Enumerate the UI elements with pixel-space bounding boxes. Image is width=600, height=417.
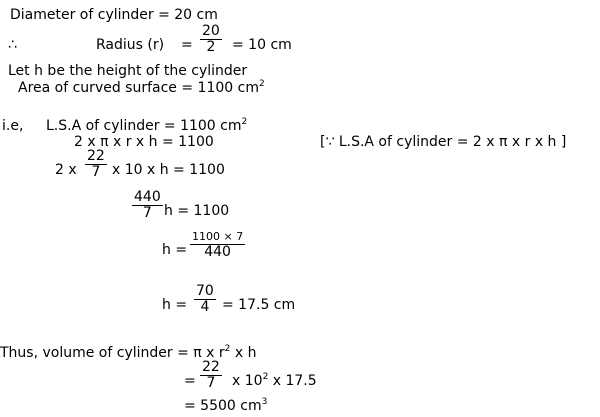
squared-superscript: 2 xyxy=(224,344,231,354)
step4-suffix: h = 1100 xyxy=(164,203,230,219)
lsa-text: L.S.A of cylinder = 1100 cm xyxy=(46,118,242,134)
fraction-numerator: 70 xyxy=(196,283,214,299)
fraction-numerator: 22 xyxy=(87,148,105,164)
step6-fraction xyxy=(194,284,216,315)
radius-fraction xyxy=(200,24,222,55)
equals-sign: = xyxy=(181,37,193,53)
cubed-superscript: 3 xyxy=(261,397,268,407)
v1-suffix xyxy=(232,373,317,391)
bracket-note: [∵ L.S.A of cylinder = 2 x π x r x h ] xyxy=(320,134,567,150)
step3-suffix: x 10 x h = 1100 xyxy=(112,162,225,178)
diameter-line: Diameter of cylinder = 20 cm xyxy=(10,7,218,23)
squared-superscript: 2 xyxy=(241,117,248,127)
fraction-denominator: 7 xyxy=(91,164,101,180)
v1-fraction xyxy=(200,360,222,391)
fraction-numerator: 1100 × 7 xyxy=(192,230,244,243)
step5-prefix: h = xyxy=(162,242,188,258)
area-curved-line xyxy=(18,80,265,98)
fraction-denominator: 440 xyxy=(204,244,231,260)
squared-superscript: 2 xyxy=(258,79,265,89)
fraction-denominator: 7 xyxy=(142,205,152,221)
fraction-numerator: 22 xyxy=(202,359,220,375)
area-curved-text: Area of curved surface = 1100 cm xyxy=(18,80,259,96)
fraction-denominator: 7 xyxy=(206,375,216,391)
step4-fraction xyxy=(132,190,163,221)
therefore-symbol: ∴ xyxy=(8,37,17,53)
radius-label: Radius (r) xyxy=(96,37,165,53)
radius-result: = 10 cm xyxy=(232,37,292,53)
step-2pirh: 2 x π x r x h = 1100 xyxy=(74,134,214,150)
volume-text: Thus, volume of cylinder = π x r xyxy=(0,345,225,361)
fraction-numerator: 20 xyxy=(202,23,220,39)
squared-superscript: 2 xyxy=(262,372,269,382)
step6-suffix: = 17.5 cm xyxy=(222,297,296,313)
volume-result-text: = 5500 cm xyxy=(184,398,262,414)
step3-fraction xyxy=(85,149,107,180)
step5-fraction xyxy=(190,229,245,260)
fraction-denominator: 2 xyxy=(206,39,216,55)
v1-suffix-text: x 10 xyxy=(232,373,263,389)
v1-equals: = xyxy=(184,373,196,389)
v1-suffix-text-2: x 17.5 xyxy=(272,373,317,389)
volume-result xyxy=(184,398,267,416)
step6-prefix: h = xyxy=(162,297,188,313)
fraction-denominator: 4 xyxy=(200,299,210,315)
let-h-line: Let h be the height of the cylinder xyxy=(8,63,248,79)
fraction-numerator: 440 xyxy=(134,189,161,205)
step3-prefix: 2 x xyxy=(55,162,77,178)
ie-label: i.e, xyxy=(2,118,24,134)
volume-text-tail: x h xyxy=(234,345,257,361)
